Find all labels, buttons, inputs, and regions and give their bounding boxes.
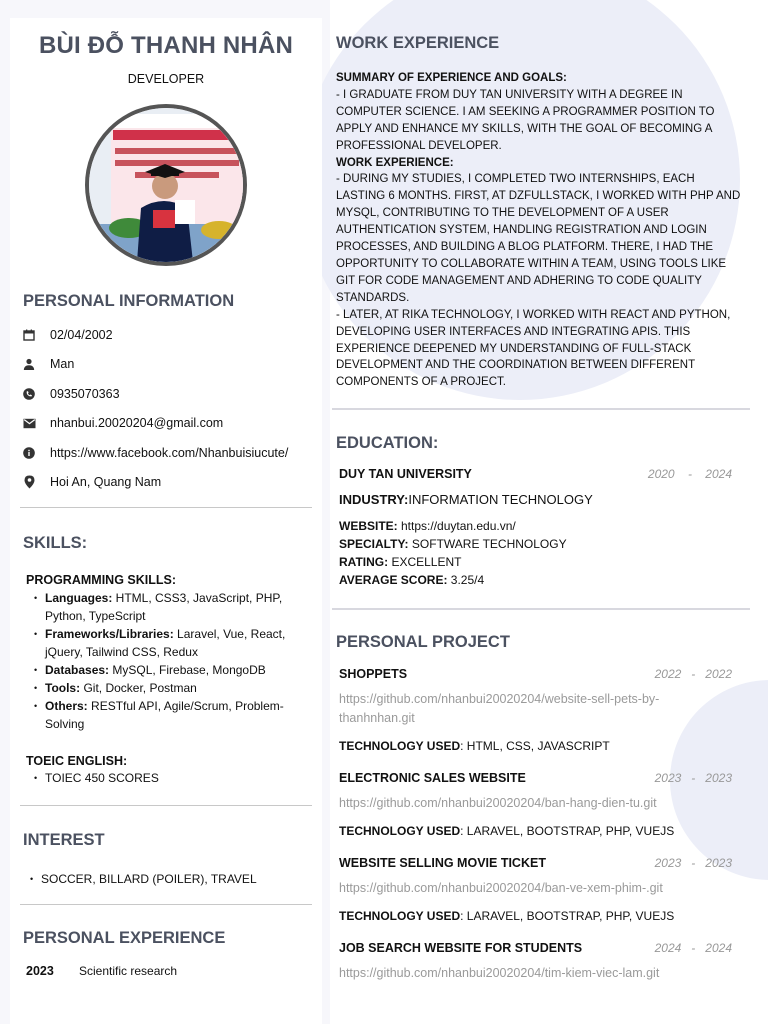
summary-label: SUMMARY OF EXPERIENCE AND GOALS:	[336, 72, 567, 84]
sidebar	[10, 18, 322, 1024]
info-row-location	[22, 468, 322, 498]
list-item	[34, 625, 308, 661]
interest-title: INTEREST	[23, 831, 105, 849]
experience-text: - LATER, AT RIKA TECHNOLOGY, I WORKED WITH REACT AND PYTHON, DEVELOPING USER INTERFACES AND INTEGRATING APIS. THIS EXPERIENCE DEEPENED MY UNDERSTANDING OF FULL-STACK DEVELOPMENT AND THE COORDINATION BETWEEN DIFFERENT COMPONENTS OF A PROJECT.	[336, 308, 731, 389]
list-item: • SOCCER, BILLARD (POILER), TRAVEL	[30, 870, 308, 888]
project-tech: TECHNOLOGY USED: LARAVEL, BOOTSTRAP, PHP, VUEJS	[339, 909, 675, 924]
person-icon	[22, 357, 36, 371]
project-link[interactable]: https://github.com/nhanbui20020204/website-sell-pets-by-thanhnhan.git	[339, 692, 660, 726]
section-divider	[20, 805, 312, 806]
detail-row: RATING: EXCELLENT	[339, 555, 462, 570]
project-name: ELECTRONIC SALES WEBSITE	[339, 771, 526, 786]
industry-value: INFORMATION TECHNOLOGY	[408, 492, 593, 508]
graduation-photo	[89, 108, 243, 262]
info-icon	[22, 446, 36, 460]
experience-label: WORK EXPERIENCE:	[336, 156, 454, 169]
personal-experience-title: PERSONAL EXPERIENCE	[23, 929, 226, 947]
experience-text: Scientific research	[79, 964, 178, 978]
personal-information-list	[10, 320, 322, 497]
info-row-birthday	[22, 320, 322, 350]
section-divider	[332, 608, 750, 610]
skill-value: MySQL, Firebase, MongoDB	[109, 663, 266, 677]
project-link[interactable]: https://github.com/nhanbui20020204/ban-hang-dien-tu.git	[339, 796, 657, 811]
project-name: SHOPPETS	[339, 667, 408, 682]
candidate-role: DEVELOPER	[127, 72, 205, 86]
work-experience-body	[336, 70, 742, 391]
personal-project-title: PERSONAL PROJECT	[336, 633, 510, 652]
project-entry	[339, 667, 732, 755]
website-link[interactable]: https://duytan.edu.vn/	[397, 519, 516, 534]
skill-value: HTML, CSS3, JavaScript, PHP, Python, TypeScript	[45, 591, 283, 623]
skill-label: Languages:	[45, 591, 113, 605]
main-content	[322, 18, 768, 1024]
list-item	[34, 589, 308, 625]
project-tech: TECHNOLOGY USED: LARAVEL, BOOTSTRAP, PHP, VUEJS	[339, 824, 675, 839]
programming-skills-list	[34, 589, 322, 733]
info-text: Man	[50, 357, 75, 372]
education-entry	[339, 467, 732, 589]
detail-row: WEBSITE: https://duytan.edu.vn/	[339, 519, 516, 534]
year-separator: -	[687, 467, 692, 482]
project-years: 2022 - 2022	[654, 667, 732, 682]
list-item	[34, 697, 308, 733]
skill-label: Others:	[45, 699, 88, 713]
info-text: 02/04/2002	[50, 327, 113, 342]
project-years: 2023 - 2023	[654, 856, 732, 871]
education-details	[339, 517, 732, 589]
list-item	[34, 661, 308, 679]
skill-label: Tools:	[45, 681, 81, 695]
project-entry	[339, 856, 732, 925]
project-link[interactable]: https://github.com/nhanbui20020204/ban-ve-xem-phim-.git	[339, 881, 663, 896]
personal-information-title: PERSONAL INFORMATION	[23, 292, 235, 310]
detail-row: SPECIALTY: SOFTWARE TECHNOLOGY	[339, 537, 567, 552]
interest-list	[30, 870, 322, 888]
skill-value: RESTful API, Agile/Scrum, Problem-Solving	[45, 699, 284, 731]
end-year: 2024	[705, 467, 732, 482]
experience-text: - DURING MY STUDIES, I COMPLETED TWO INTERNSHIPS, EACH LASTING 6 MONTHS. FIRST, AT DZFULLSTACK, I WORKED WITH PHP AND MYSQL, CONTRIBUTING TO THE DEVELOPMENT OF A USER AUTHENTICATION SYSTEM, HANDLING REGISTRATION AND LOGIN PROCESSES, AND BUILDING A BLOG PLATFORM. THERE, I HAD THE OPPORTUNITY TO COLLABORATE WITHIN A TEAM, USING TOOLS LIKE GIT FOR CODE MANAGEMENT AND ADHERING TO CODE QUALITY STANDARDS.	[336, 173, 741, 304]
info-text[interactable]: https://www.facebook.com/Nhanbuisiucute/	[50, 445, 289, 460]
project-years: 2023 - 2023	[654, 771, 732, 786]
project-name: WEBSITE SELLING MOVIE TICKET	[339, 856, 546, 871]
info-text: 0935070363	[50, 386, 120, 401]
work-experience-title: WORK EXPERIENCE	[336, 34, 500, 52]
info-row-gender	[22, 350, 322, 380]
personal-experience-row	[26, 964, 322, 978]
section-divider	[332, 408, 750, 410]
candidate-name: BÙI ĐỖ THANH NHÂN	[38, 32, 294, 59]
education-years	[648, 467, 732, 481]
info-row-facebook	[22, 438, 322, 468]
project-entry	[339, 771, 732, 840]
location-icon	[22, 475, 36, 489]
section-divider	[20, 507, 312, 508]
start-year: 2020	[647, 467, 675, 482]
info-row-phone	[22, 379, 322, 409]
project-entry	[339, 941, 732, 983]
skill-value: Laravel, Vue, React, jQuery, Tailwind CSS, Redux	[45, 627, 286, 659]
project-name: JOB SEARCH WEBSITE FOR STUDENTS	[339, 941, 583, 956]
toeic-title: TOEIC ENGLISH:	[26, 754, 128, 768]
info-text[interactable]: nhanbui.20020204@gmail.com	[50, 416, 224, 431]
education-title: EDUCATION:	[336, 434, 439, 453]
project-link[interactable]: https://github.com/nhanbui20020204/tim-kiem-viec-lam.git	[339, 966, 660, 981]
list-item	[34, 679, 308, 697]
detail-row: AVERAGE SCORE: 3.25/4	[339, 573, 485, 588]
list-item: • TOIEC 450 SCORES	[34, 769, 308, 787]
summary-text: - I GRADUATE FROM DUY TAN UNIVERSITY WITH A DEGREE IN COMPUTER SCIENCE. I AM SEEKING A PROGRAMMER POSITION TO APPLY AND ENHANCE MY SKILLS, WITH THE GOAL OF BECOMING A PROFESSIONAL DEVELOPER.	[336, 88, 715, 152]
project-tech: TECHNOLOGY USED: HTML, CSS, JAVASCRIPT	[339, 739, 610, 754]
info-row-email	[22, 409, 322, 439]
calendar-icon	[22, 328, 36, 342]
skills-title: SKILLS:	[23, 534, 88, 552]
skill-label: Databases:	[45, 663, 110, 677]
info-text: Hoi An, Quang Nam	[50, 475, 162, 490]
industry-row	[339, 492, 732, 507]
experience-year: 2023	[26, 964, 54, 978]
programming-skills-title: PROGRAMMING SKILLS:	[26, 573, 176, 587]
avatar	[85, 104, 247, 266]
industry-label: INDUSTRY:	[339, 492, 409, 508]
skill-label: Frameworks/Libraries:	[45, 627, 174, 641]
phone-icon	[22, 387, 36, 401]
skill-value: Git, Docker, Postman	[80, 681, 197, 695]
school-name: DUY TAN UNIVERSITY	[339, 467, 472, 482]
mail-icon	[22, 416, 36, 430]
project-years: 2024 - 2024	[654, 941, 732, 956]
toeic-list	[34, 769, 322, 787]
section-divider	[20, 904, 312, 905]
